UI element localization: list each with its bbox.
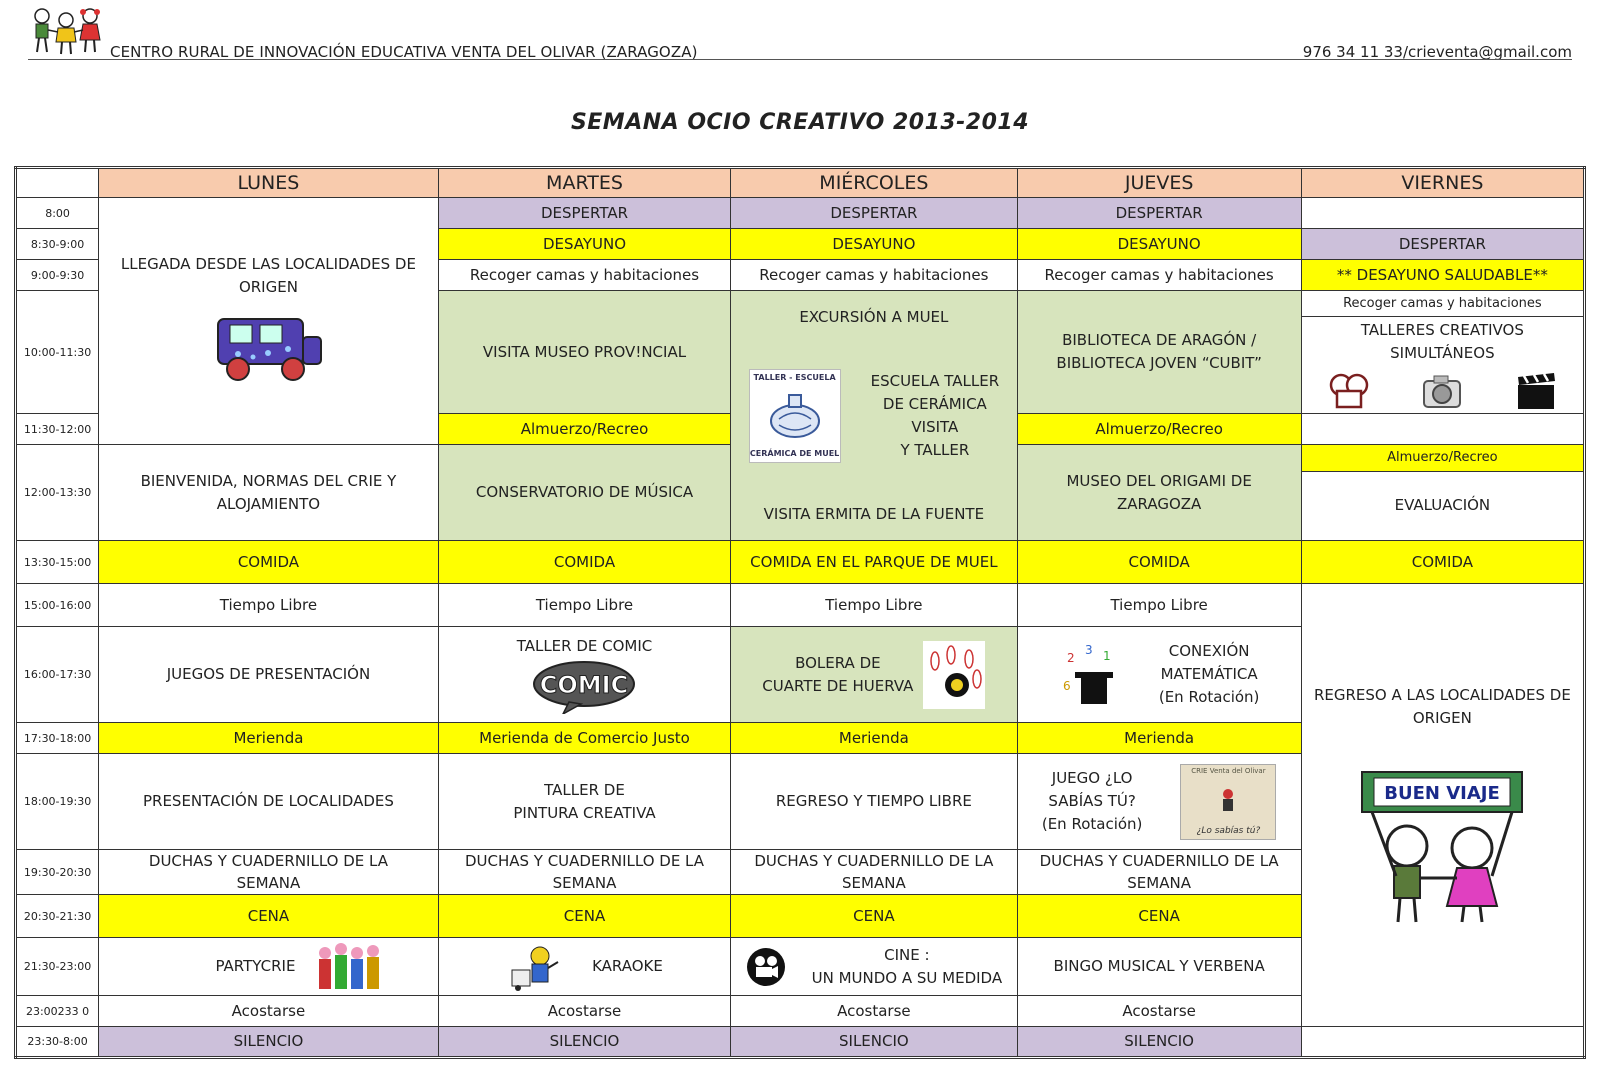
merienda-cell: Merienda bbox=[1017, 723, 1301, 754]
duchas-cell: DUCHAS Y CUADERNILLO DE LA SEMANA bbox=[731, 850, 1017, 895]
lunes-bienvenida-cell: BIENVENIDA, NORMAS DEL CRIE Y ALOJAMIENTO bbox=[99, 445, 439, 541]
comic-logo-text: COMIC bbox=[540, 671, 629, 699]
camera-icon bbox=[1420, 371, 1464, 411]
header-divider bbox=[28, 59, 1572, 60]
duchas-cell: DUCHAS Y CUADERNILLO DE LA SEMANA bbox=[438, 850, 730, 895]
despertar-cell: DESPERTAR bbox=[438, 198, 730, 229]
day-header-viernes: VIERNES bbox=[1301, 168, 1584, 198]
escuela-line-1: ESCUELA TALLER bbox=[870, 371, 1000, 390]
page-title: SEMANA OCIO CREATIVO 2013-2014 bbox=[570, 110, 1030, 135]
acostarse-cell: Acostarse bbox=[1017, 996, 1301, 1027]
juego-line-1: JUEGO ¿LO bbox=[1051, 769, 1133, 787]
time-cell: 10:00-11:30 bbox=[16, 291, 99, 414]
table-row bbox=[16, 584, 1585, 627]
martes-conservatorio-cell: CONSERVATORIO DE MÚSICA bbox=[438, 445, 730, 541]
cena-cell: CENA bbox=[438, 895, 730, 938]
clapperboard-icon bbox=[1514, 369, 1558, 413]
viernes-regreso-cell bbox=[1301, 584, 1584, 1027]
comida-cell: COMIDA bbox=[438, 541, 730, 584]
empty-cell bbox=[1301, 1027, 1584, 1058]
time-cell: 13:30-15:00 bbox=[16, 541, 99, 584]
lunes-presentacion-cell: PRESENTACIÓN DE LOCALIDADES bbox=[99, 754, 439, 850]
cena-cell: CENA bbox=[99, 895, 439, 938]
film-camera-icon bbox=[746, 947, 786, 987]
acostarse-cell: Acostarse bbox=[99, 996, 439, 1027]
time-cell: 12:00-13:30 bbox=[16, 445, 99, 541]
viernes-talleres-text: TALLERES CREATIVOS SIMULTÁNEOS bbox=[1360, 321, 1524, 362]
cine-line-1: CINE : bbox=[884, 945, 930, 964]
empty-cell bbox=[1301, 198, 1584, 229]
day-header-martes: MARTES bbox=[438, 168, 730, 198]
pintura-line-2: PINTURA CREATIVA bbox=[513, 803, 656, 822]
tiempo-libre-cell: Tiempo Libre bbox=[99, 584, 439, 627]
comida-cell: COMIDA bbox=[99, 541, 439, 584]
car-icon bbox=[208, 309, 328, 389]
cine-line-2: UN MUNDO A SU MEDIDA bbox=[811, 968, 1003, 987]
schedule-table bbox=[14, 166, 1586, 1059]
martes-merienda-cell: Merienda de Comercio Justo bbox=[438, 723, 730, 754]
svg-text:2: 2 bbox=[1066, 650, 1075, 665]
tiempo-libre-cell: Tiempo Libre bbox=[1017, 584, 1301, 627]
almuerzo-cell: Almuerzo/Recreo bbox=[438, 414, 730, 445]
day-header-miercoles: MIÉRCOLES bbox=[731, 168, 1017, 198]
escuela-line-2: DE CERÁMICA bbox=[882, 394, 987, 413]
viernes-talleres-cell bbox=[1301, 291, 1584, 414]
lunes-juegos-cell: JUEGOS DE PRESENTACIÓN bbox=[99, 627, 439, 723]
svg-text:1: 1 bbox=[1102, 648, 1111, 663]
escuela-line-3: VISITA bbox=[911, 417, 959, 436]
time-cell: 21:30-23:00 bbox=[16, 938, 99, 996]
miercoles-bolera-cell bbox=[731, 627, 1017, 723]
organization-name: CENTRO RURAL DE INNOVACIÓN EDUCATIVA VENTA DEL OLIVAR (ZARAGOZA) bbox=[110, 43, 698, 61]
time-cell: 20:30-21:30 bbox=[16, 895, 99, 938]
karaoke-text: KARAOKE bbox=[592, 957, 663, 975]
tiempo-libre-cell: Tiempo Libre bbox=[438, 584, 730, 627]
escuela-line-4: Y TALLER bbox=[900, 440, 970, 459]
svg-text:3: 3 bbox=[1084, 642, 1093, 657]
cena-cell: CENA bbox=[1017, 895, 1301, 938]
time-cell: 23:00233 0 bbox=[16, 996, 99, 1027]
juego-line-2: SABÍAS TÚ? bbox=[1048, 792, 1136, 810]
ceramica-logo: TALLER - ESCUELA CERÁMICA DE MUEL bbox=[749, 369, 841, 463]
time-cell: 23:30-8:00 bbox=[16, 1027, 99, 1058]
viernes-recoger-text: Recoger camas y habitaciones bbox=[1302, 291, 1583, 317]
despertar-cell: DESPERTAR bbox=[731, 198, 1017, 229]
day-header-lunes: LUNES bbox=[99, 168, 439, 198]
miercoles-excursion-text: EXCURSIÓN A MUEL bbox=[799, 307, 949, 326]
comida-cell: COMIDA bbox=[1017, 541, 1301, 584]
time-cell: 19:30-20:30 bbox=[16, 850, 99, 895]
miercoles-ermita-text: VISITA ERMITA DE LA FUENTE bbox=[763, 504, 985, 523]
miercoles-comida-cell: COMIDA EN EL PARQUE DE MUEL bbox=[731, 541, 1017, 584]
viernes-evaluacion-text: EVALUACIÓN bbox=[1394, 496, 1491, 514]
acostarse-cell: Acostarse bbox=[438, 996, 730, 1027]
table-row bbox=[16, 168, 1585, 198]
time-cell: 11:30-12:00 bbox=[16, 414, 99, 445]
children-logo-icon bbox=[28, 2, 104, 58]
viernes-regreso-text: REGRESO A LAS LOCALIDADES DE ORIGEN bbox=[1313, 686, 1571, 727]
lunes-llegada-cell bbox=[99, 198, 439, 445]
time-cell: 8:00 bbox=[16, 198, 99, 229]
buen-viaje-illustration bbox=[1352, 766, 1532, 926]
tiempo-libre-cell: Tiempo Libre bbox=[731, 584, 1017, 627]
martes-comic-text: TALLER DE COMIC bbox=[516, 637, 653, 655]
silencio-cell: SILENCIO bbox=[438, 1027, 730, 1058]
juego-line-3: (En Rotación) bbox=[1041, 815, 1143, 833]
contact-info: 976 34 11 33/crieventa@gmail.com bbox=[1302, 43, 1572, 61]
merienda-cell: Merienda bbox=[731, 723, 1017, 754]
karaoke-singer-icon bbox=[506, 942, 566, 992]
duchas-cell: DUCHAS Y CUADERNILLO DE LA SEMANA bbox=[99, 850, 439, 895]
conexion-line-1: CONEXIÓN bbox=[1168, 642, 1250, 660]
duchas-cell: DUCHAS Y CUADERNILLO DE LA SEMANA bbox=[1017, 850, 1301, 895]
page-header bbox=[28, 0, 1572, 62]
conexion-line-2: MATEMÁTICA bbox=[1160, 665, 1258, 683]
time-cell: 17:30-18:00 bbox=[16, 723, 99, 754]
jueves-conexion-cell bbox=[1017, 627, 1301, 723]
viernes-almuerzo-text: Almuerzo/Recreo bbox=[1302, 445, 1583, 472]
silencio-cell: SILENCIO bbox=[99, 1027, 439, 1058]
lunes-llegada-text: LLEGADA DESDE LAS LOCALIDADES DE ORIGEN bbox=[120, 255, 416, 296]
martes-museo-cell: VISITA MUSEO PROV!NCIAL bbox=[438, 291, 730, 414]
jueves-bingo-cell: BINGO MUSICAL Y VERBENA bbox=[1017, 938, 1301, 996]
partycrie-text: PARTYCRIE bbox=[215, 957, 296, 975]
conexion-line-3: (En Rotación) bbox=[1158, 688, 1260, 706]
martes-pintura-cell bbox=[438, 754, 730, 850]
time-cell: 8:30-9:00 bbox=[16, 229, 99, 260]
comic-bubble-icon bbox=[529, 658, 639, 714]
time-cell: 16:00-17:30 bbox=[16, 627, 99, 723]
viernes-desayuno-cell: ** DESAYUNO SALUDABLE** bbox=[1301, 260, 1584, 291]
miercoles-excursion-cell bbox=[731, 291, 1017, 541]
jueves-biblioteca-cell: BIBLIOTECA DE ARAGÓN / BIBLIOTECA JOVEN “CUBIT” bbox=[1017, 291, 1301, 414]
viernes-empty-cell bbox=[1301, 414, 1584, 445]
svg-text:6: 6 bbox=[1062, 678, 1071, 693]
recoger-cell: Recoger camas y habitaciones bbox=[731, 260, 1017, 291]
character-icon bbox=[1218, 788, 1238, 814]
lunes-partycrie-cell bbox=[99, 938, 439, 996]
despertar-cell: DESPERTAR bbox=[1301, 229, 1584, 260]
buen-viaje-banner-text: BUEN VIAJE bbox=[1384, 783, 1501, 804]
day-header-jueves: JUEVES bbox=[1017, 168, 1301, 198]
chef-hat-icon bbox=[1327, 371, 1371, 411]
merienda-cell: Merienda bbox=[99, 723, 439, 754]
bowling-icon bbox=[923, 641, 985, 709]
acostarse-cell: Acostarse bbox=[731, 996, 1017, 1027]
recoger-cell: Recoger camas y habitaciones bbox=[1017, 260, 1301, 291]
pintura-line-1: TALLER DE bbox=[544, 780, 625, 799]
table-row bbox=[16, 198, 1585, 229]
ceramic-vase-icon bbox=[765, 391, 825, 441]
time-cell: 9:00-9:30 bbox=[16, 260, 99, 291]
table-row bbox=[16, 1027, 1585, 1058]
jueves-origami-cell: MUSEO DEL ORIGAMI DE ZARAGOZA bbox=[1017, 445, 1301, 541]
desayuno-cell: DESAYUNO bbox=[1017, 229, 1301, 260]
miercoles-regreso-cell: REGRESO Y TIEMPO LIBRE bbox=[731, 754, 1017, 850]
table-row bbox=[16, 541, 1585, 584]
martes-karaoke-cell bbox=[438, 938, 730, 996]
comida-cell: COMIDA bbox=[1301, 541, 1584, 584]
silencio-cell: SILENCIO bbox=[731, 1027, 1017, 1058]
martes-comic-cell bbox=[438, 627, 730, 723]
despertar-cell: DESPERTAR bbox=[1017, 198, 1301, 229]
bolera-line-1: BOLERA DE bbox=[795, 653, 881, 672]
almuerzo-cell: Almuerzo/Recreo bbox=[1017, 414, 1301, 445]
time-cell: 15:00-16:00 bbox=[16, 584, 99, 627]
lo-sabias-tu-badge: CRIE Venta del Olivar ¿Lo sabías tú? bbox=[1180, 764, 1276, 840]
viernes-evaluacion-cell bbox=[1301, 445, 1584, 541]
desayuno-cell: DESAYUNO bbox=[731, 229, 1017, 260]
desayuno-cell: DESAYUNO bbox=[438, 229, 730, 260]
jueves-juego-cell bbox=[1017, 754, 1301, 850]
party-people-icon bbox=[315, 941, 381, 993]
recoger-cell: Recoger camas y habitaciones bbox=[438, 260, 730, 291]
corner-cell bbox=[16, 168, 99, 198]
time-cell: 18:00-19:30 bbox=[16, 754, 99, 850]
silencio-cell: SILENCIO bbox=[1017, 1027, 1301, 1058]
math-magic-hat-icon bbox=[1059, 640, 1129, 710]
cena-cell: CENA bbox=[731, 895, 1017, 938]
bolera-line-2: CUARTE DE HUERVA bbox=[762, 676, 914, 695]
miercoles-cine-cell bbox=[731, 938, 1017, 996]
